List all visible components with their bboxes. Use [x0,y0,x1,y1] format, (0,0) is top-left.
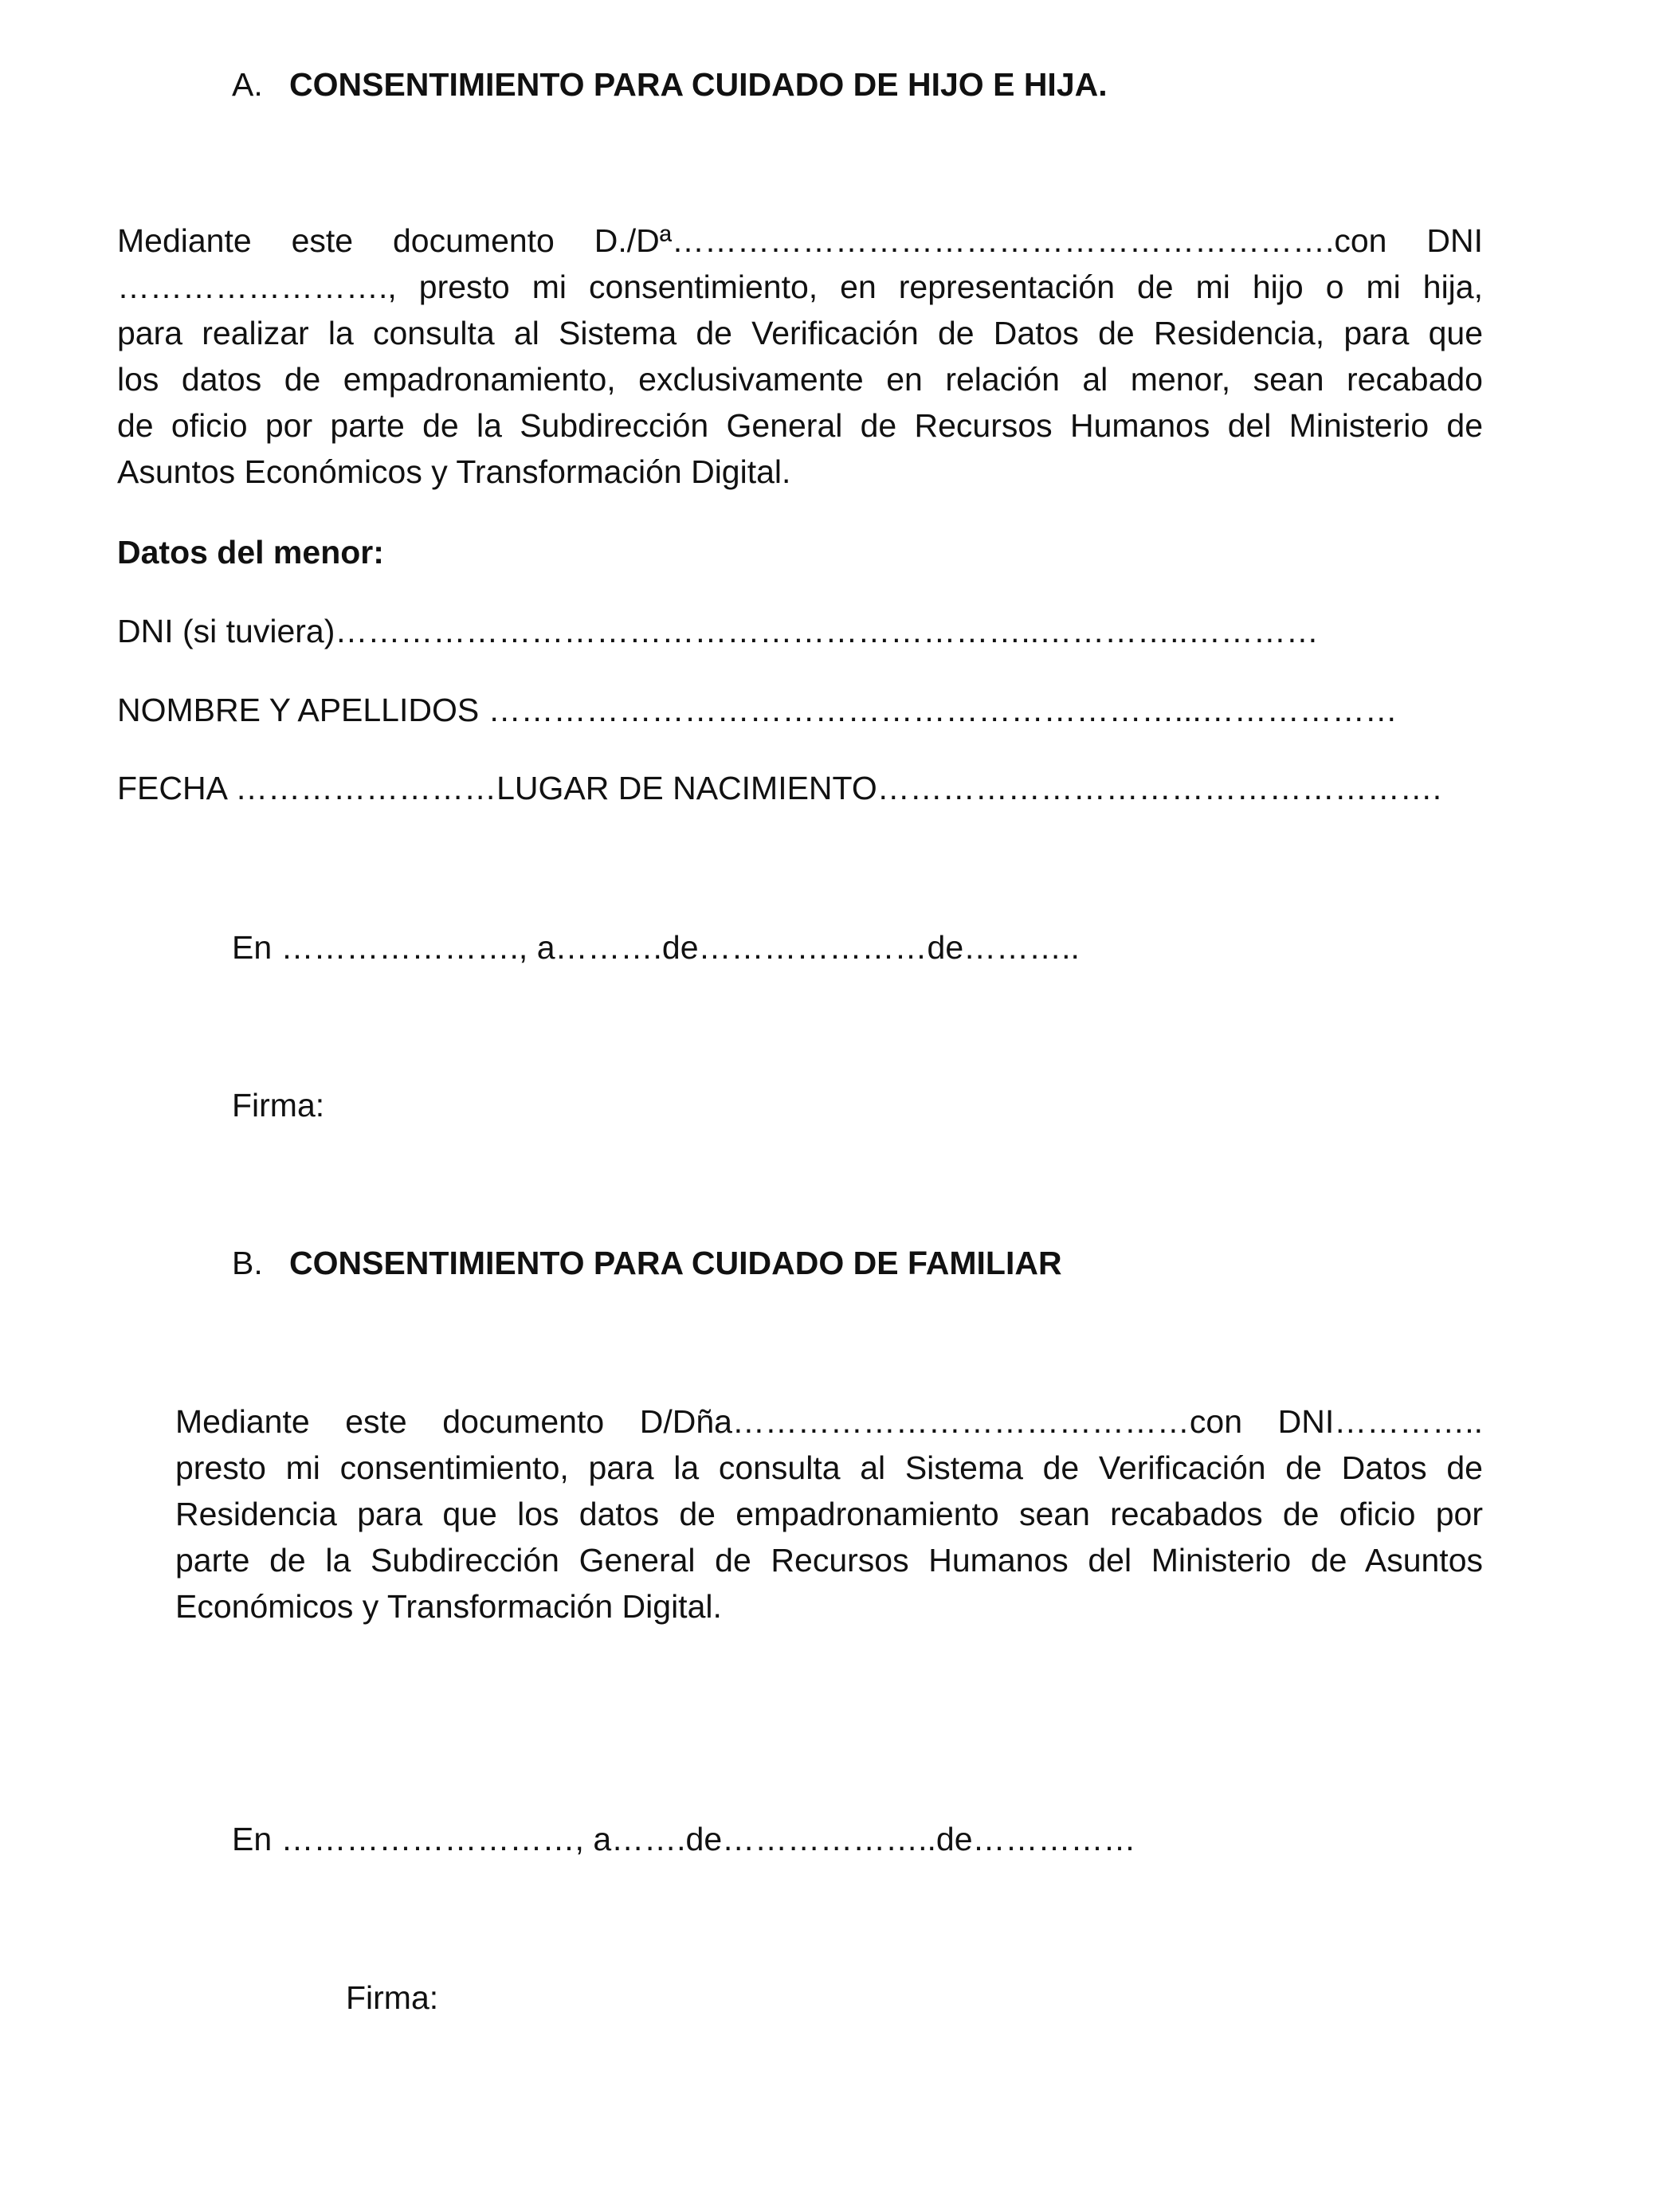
section-a-paragraph-line: Asuntos Económicos y Transformación Digital. [117,453,791,490]
section-a-title: CONSENTIMIENTO PARA CUIDADO DE HIJO E HIJA. [289,66,1108,103]
section-a-place-date: En …………………., a……….de…………………de……….. [232,929,1080,966]
section-b-letter: B. [232,1245,263,1281]
section-a-paragraph-line: para realizar la consulta al Sistema de Verificación de Datos de Residencia, para que [117,315,1483,351]
section-a-paragraph-line: los datos de empadronamiento, exclusivamente en relación al menor, sean recabado [117,361,1483,398]
section-a-paragraph-line: de oficio por parte de la Subdirección General de Recursos Humanos del Ministerio de [117,407,1483,444]
section-a-paragraph-line: Mediante este documento D./Dª…………………………………………………….con DNI [117,222,1483,259]
section-a-letter: A. [232,66,263,103]
section-a-paragraph [117,218,1483,495]
section-b-signature-label: Firma: [346,1979,439,2016]
section-a-signature-label: Firma: [232,1087,325,1124]
section-b-paragraph-line: parte de la Subdirección General de Recursos Humanos del Ministerio de Asuntos [175,1542,1483,1579]
section-b-paragraph-line: Mediante este documento D/Dña……………………………………con DNI………….. [175,1403,1483,1440]
minor-birth-field: FECHA ……………………LUGAR DE NACIMIENTO……………………………………………. [117,770,1442,806]
section-a-paragraph-line: ……………………., presto mi consentimiento, en representación de mi hijo o mi hija, [117,269,1483,305]
section-b-paragraph-line: Residencia para que los datos de empadronamiento sean recabados de oficio por [175,1496,1483,1532]
section-b-paragraph [175,1398,1483,1630]
minor-dni-field: DNI (si tuviera)………………………………………………………..…………..………… [117,613,1319,649]
section-b-heading [232,1247,1062,1280]
section-b-place-date: En ………………………, a…….de………………..de…………… [232,1821,1136,1857]
section-a-heading [232,66,1108,103]
section-b-title: CONSENTIMIENTO PARA CUIDADO DE FAMILIAR [289,1245,1062,1281]
section-b-paragraph-line: presto mi consentimiento, para la consulta al Sistema de Verificación de Datos de [175,1449,1483,1486]
section-b-paragraph-line: Económicos y Transformación Digital. [175,1588,722,1625]
minor-data-heading: Datos del menor: [117,534,384,571]
minor-name-field: NOMBRE Y APELLIDOS ………………………………………………………...……………… [117,692,1398,728]
